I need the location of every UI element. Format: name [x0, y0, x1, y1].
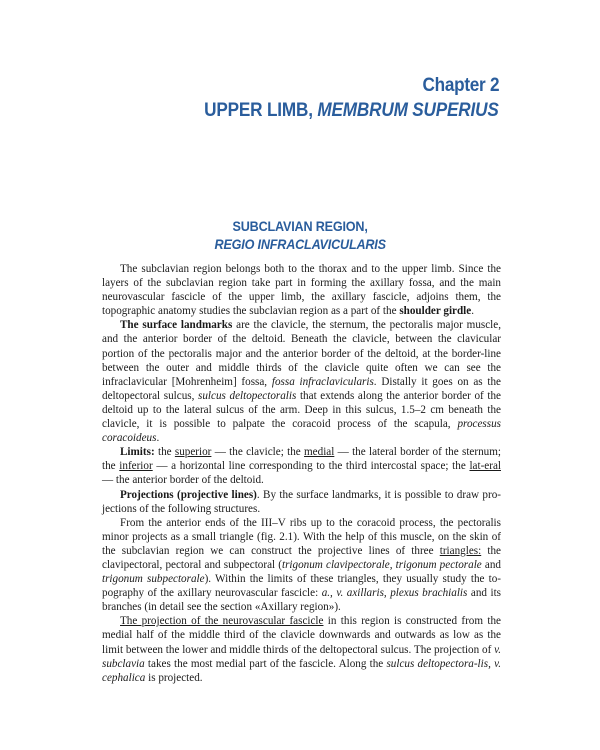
- paragraph-limits: Limits: the superior — the clavicle; the medial — the lateral border of the sternum; the inferior — a horizontal line corresponding to the third intercostal space; the lat-eral — the anterior border of the deltoid.: [102, 446, 501, 487]
- paragraph-projections: Projections (projective lines). By the surface landmarks, it is possible to draw pro-jections of the following structures.: [102, 488, 501, 515]
- chapter-number: Chapter 2: [422, 74, 499, 96]
- body-text: [102, 262, 501, 685]
- paragraph-surface-landmarks: The surface landmarks are the clavicle, the sternum, the pectoralis major muscle, and the anterior border of the deltoid. Beneath the clavicle, between the clavicular portion of the pectoralis major and the anterior border of the deltoid, at the border-line between the outer and middle thirds of the clavicle quite often we can see the infraclavicular [Mohrenheim] fossa, fossa infraclavicularis. Distally it goes on as the deltopectoral sulcus, sulcus deltopectoralis that extends along the anterior border of the deltoid up to the lateral sulcus of the arm. Deep in this sulcus, 1.5–2 cm beneath the clavicle, it is possible to palpate the coracoid process of the scapula, processus coracoideus.: [102, 319, 501, 445]
- chapter-title-latin: MEMBRUM SUPERIUS: [317, 99, 499, 121]
- section-title: SUBCLAVIAN REGION,: [232, 218, 368, 234]
- paragraph-neurovascular-projection: The projection of the neurovascular fascicle in this region is constructed from the medial half of the middle third of the clavicle downwards and outwards as low as the limit between the lower and middle thirds of the deltopectoral sulcus. The projection of v. subclavia takes the most medial part of the fascicle. Along the sulcus deltopectora-lis, v. cephalica is projected.: [102, 615, 501, 684]
- chapter-title: [205, 99, 499, 122]
- section-subtitle: REGIO INFRACLAVICULARIS: [214, 236, 386, 252]
- paragraph-triangles: From the anterior ends of the III–V ribs up to the coracoid process, the pectoralis minor projects as a small triangle (fig. 2.1). With the help of this muscle, on the skin of the subclavian region we can construct the projective lines of three triangles: the clavipectoral, pectoral and subpectoral (trigonum clavipectorale, trigonum pectorale and trigonum subpectorale). Within the limits of these triangles, they usually study the to-pography of the axillary neurovascular fascicle: a., v. axillaris, plexus brachialis and its branches (in detail see the section «Axillary region»).: [102, 516, 502, 614]
- chapter-title-main: UPPER LIMB,: [204, 99, 318, 121]
- paragraph-intro: The subclavian region belongs both to the thorax and to the upper limb. Since the layers of the subclavian region take part in forming the axillary fossa, and the main neurovascular fascicle of the upper limb, the axillary fascicle, adjoins them, the topographic anatomy studies the subclavian region as a part of the shoulder girdle.: [102, 263, 501, 318]
